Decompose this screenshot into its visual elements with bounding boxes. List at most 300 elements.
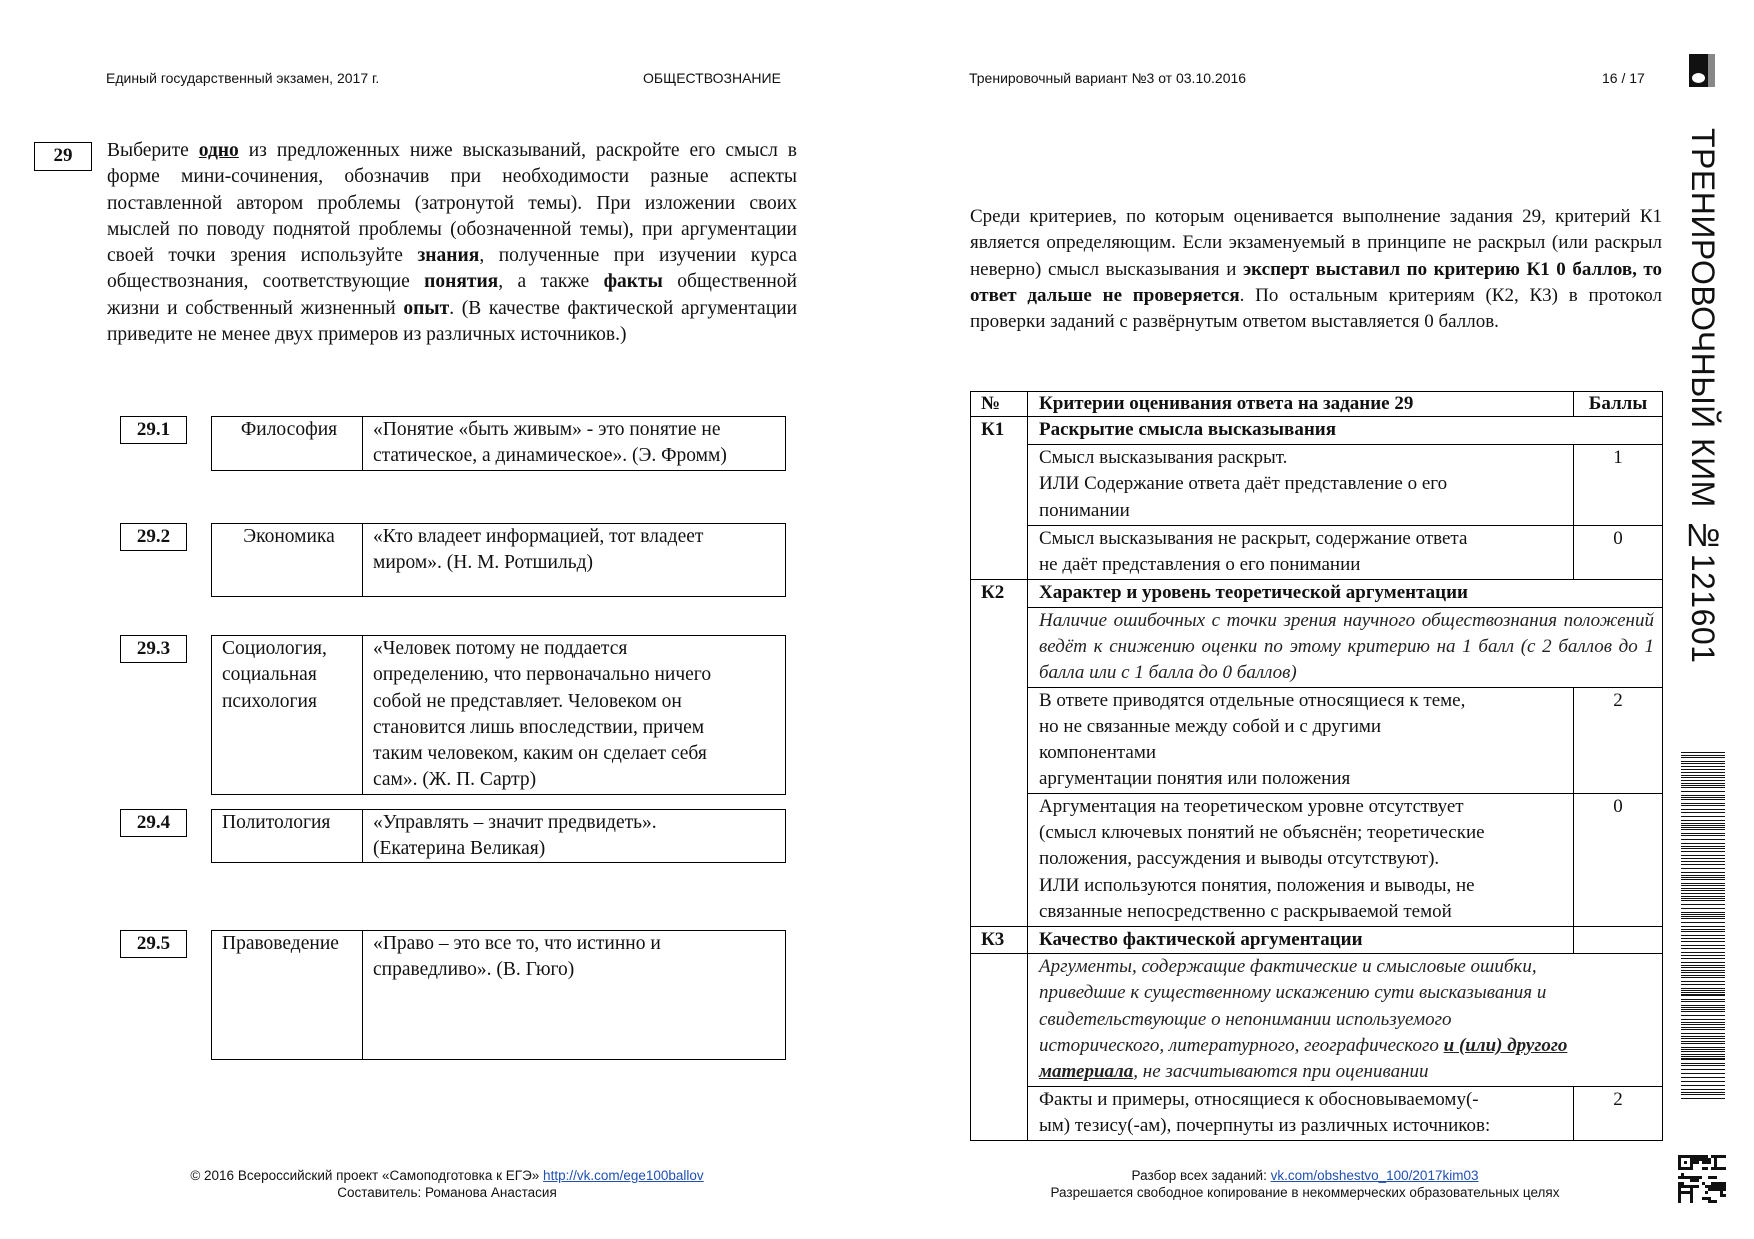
- qr-module: [1720, 1185, 1723, 1188]
- barcode-bar: [1681, 1069, 1725, 1070]
- qr-module: [1705, 1191, 1708, 1194]
- qr-module: [1699, 1155, 1702, 1158]
- qr-module: [1690, 1191, 1693, 1194]
- barcode-bar: [1681, 1049, 1725, 1050]
- barcode-bar: [1681, 787, 1725, 788]
- qr-module: [1708, 1185, 1711, 1188]
- option-quote: «Человек потому не поддается определению, что первоначально ничего собой не представляет. Человеком он становится лишь впоследствии, причем таким человеком, каким он сделает себя сам». (Ж. П. Сартр): [373, 638, 712, 791]
- qr-module: [1696, 1179, 1699, 1182]
- barcode-bar: [1681, 972, 1725, 973]
- criterion-text: Факты и примеры, относящиеся к обосновываемому(- ым) тезису(-ам), почерпнуты из различных источников:: [1028, 1086, 1574, 1140]
- option-quote: «Кто владеет информацией, тот владеет миром». (Н. М. Ротшильд): [373, 526, 704, 574]
- qr-module: [1687, 1185, 1690, 1188]
- footer-author: Составитель: Романова Анастасия: [337, 1185, 557, 1200]
- qr-module: [1723, 1167, 1726, 1170]
- qr-module: [1693, 1185, 1696, 1188]
- criterion-code: К3: [971, 926, 1028, 953]
- criteria-table: [970, 391, 1663, 1141]
- barcode-bar: [1681, 992, 1725, 993]
- barcode-bar: [1681, 851, 1725, 852]
- qr-module: [1705, 1155, 1708, 1158]
- note-text: , не засчитываются при оценивании: [1133, 1061, 1429, 1083]
- barcode-bar: [1681, 1007, 1725, 1008]
- qr-module: [1678, 1164, 1681, 1167]
- criterion-points: 2: [1574, 687, 1663, 793]
- qr-code-icon: [1678, 1155, 1726, 1203]
- corner-marker-icon: [1689, 54, 1715, 87]
- barcode-bar: [1681, 1033, 1725, 1034]
- option-subject: Социология, социальная психология: [212, 636, 363, 794]
- intro-emph-knowledge: знания: [417, 245, 480, 267]
- vertical-kim-title: ТРЕНИРОВОЧНЫЙ КИМ №121601: [1685, 128, 1721, 664]
- barcode-bar: [1681, 1065, 1725, 1066]
- intro-text: . (В качестве фактической аргументации приведите не менее двух примеров из различных источников.): [107, 297, 797, 346]
- barcode-bar: [1681, 848, 1725, 849]
- qr-module: [1711, 1176, 1714, 1179]
- col-header-criteria: Критерии оценивания ответа на задание 29: [1028, 392, 1574, 417]
- barcode-bar: [1681, 820, 1725, 821]
- qr-module: [1693, 1176, 1696, 1179]
- qr-module: [1714, 1158, 1717, 1161]
- qr-module: [1711, 1188, 1714, 1191]
- barcode-bar: [1681, 858, 1725, 859]
- barcode-bar: [1681, 809, 1725, 810]
- qr-module: [1708, 1197, 1711, 1200]
- qr-module: [1687, 1155, 1690, 1158]
- barcode-bar: [1681, 816, 1725, 817]
- intro-text: , а также: [498, 271, 604, 293]
- barcode-bar: [1681, 791, 1725, 792]
- qr-module: [1711, 1182, 1714, 1185]
- qr-module: [1678, 1182, 1681, 1185]
- footer-analysis-label: Разбор всех заданий:: [1131, 1168, 1271, 1183]
- qr-module: [1702, 1161, 1705, 1164]
- barcode-bar: [1681, 935, 1725, 936]
- option-subject: Политология: [212, 810, 363, 862]
- intro-text: , полученные при изучении курса обществознания, соответствующие: [107, 245, 797, 293]
- barcode-bar: [1681, 803, 1725, 804]
- qr-module: [1720, 1167, 1723, 1170]
- qr-module: [1684, 1185, 1687, 1188]
- barcode-bar: [1681, 799, 1725, 800]
- barcode-bar: [1681, 1098, 1725, 1099]
- barcode-bar: [1681, 955, 1725, 956]
- barcode-icon: [1681, 752, 1725, 1100]
- intro-text: из предложенных ниже высказываний, раскройте его смысл в форме мини-сочинения, обозначив при необходимости разные аспекты поставленной автором проблемы (затронутой темы). При изложении своих мыслей по поводу поднятой проблемы (обозначенной темы), при аргументации своей точки зрения используйте: [107, 140, 797, 267]
- qr-module: [1708, 1176, 1711, 1179]
- barcode-bar: [1681, 877, 1725, 878]
- footer-link-vk-ege100[interactable]: http://vk.com/ege100ballov: [543, 1168, 704, 1183]
- barcode-bar: [1681, 916, 1725, 917]
- qr-module: [1720, 1182, 1723, 1185]
- barcode-bar: [1681, 1092, 1725, 1093]
- option-subject: Правоведение: [212, 931, 363, 1059]
- qr-module: [1690, 1155, 1693, 1158]
- table-row: [971, 954, 1663, 1086]
- criterion-title: Раскрытие смысла высказывания: [1028, 417, 1663, 445]
- barcode-bar: [1681, 1036, 1725, 1037]
- header-exam: Единый государственный экзамен, 2017 г.: [106, 70, 380, 86]
- qr-module: [1702, 1167, 1705, 1170]
- barcode-bar: [1681, 988, 1725, 989]
- qr-module: [1678, 1200, 1681, 1203]
- barcode-bar: [1681, 1073, 1725, 1074]
- qr-module: [1678, 1185, 1681, 1188]
- criteria-intro-text: Среди критериев, по которым оценивается выполнение задания 29, критерий К1 является определяющим. Если экзаменуемый в принципе не раскрыл (или раскрыл неверно) смысл высказывания и: [970, 206, 1662, 280]
- barcode-bar: [1681, 835, 1725, 836]
- qr-module: [1702, 1158, 1705, 1161]
- barcode-bar: [1681, 1056, 1725, 1057]
- barcode-bar: [1681, 777, 1725, 778]
- option-number: 29.5: [120, 930, 187, 958]
- barcode-bar: [1681, 1015, 1725, 1016]
- qr-module: [1702, 1155, 1705, 1158]
- option-29-3: [211, 635, 786, 795]
- qr-module: [1690, 1194, 1693, 1197]
- qr-module: [1693, 1179, 1696, 1182]
- barcode-bar: [1681, 958, 1725, 959]
- qr-module: [1678, 1176, 1681, 1179]
- barcode-bar: [1681, 795, 1725, 796]
- qr-module: [1687, 1167, 1690, 1170]
- barcode-bar: [1681, 1005, 1725, 1006]
- qr-module: [1678, 1194, 1681, 1197]
- table-row: [971, 793, 1663, 926]
- barcode-bar: [1681, 948, 1725, 949]
- barcode-bar: [1681, 772, 1725, 773]
- qr-module: [1678, 1188, 1681, 1191]
- qr-module: [1711, 1200, 1714, 1203]
- barcode-bar: [1681, 797, 1725, 798]
- barcode-bar: [1681, 967, 1725, 968]
- barcode-bar: [1681, 962, 1725, 963]
- qr-module: [1678, 1158, 1681, 1161]
- barcode-bar: [1681, 908, 1725, 909]
- header-page-number: 16 / 17: [1602, 70, 1645, 86]
- barcode-bar: [1681, 1043, 1725, 1044]
- barcode-bar: [1681, 888, 1725, 889]
- qr-module: [1702, 1182, 1705, 1185]
- table-row: [971, 687, 1663, 793]
- qr-module: [1717, 1167, 1720, 1170]
- barcode-bar: [1681, 769, 1725, 770]
- criterion-text: Смысл высказывания раскрыт. ИЛИ Содержание ответа даёт представление о его понимании: [1028, 445, 1574, 526]
- barcode-bar: [1681, 827, 1725, 828]
- criterion-points: 0: [1574, 526, 1663, 580]
- qr-module: [1678, 1197, 1681, 1200]
- barcode-bar: [1681, 855, 1725, 856]
- barcode-bar: [1681, 843, 1725, 844]
- criterion-note: [1028, 954, 1663, 1086]
- qr-module: [1714, 1164, 1717, 1167]
- qr-module: [1678, 1161, 1681, 1164]
- option-29-5: [211, 930, 786, 1060]
- qr-module: [1708, 1200, 1711, 1203]
- qr-module: [1705, 1185, 1708, 1188]
- criterion-note: Наличие ошибочных с точки зрения научного обществознания положений ведёт к снижению оценки по этому критерию на 1 балл (с 2 баллов до 1 балла или с 1 балла до 0 баллов): [1028, 607, 1663, 687]
- barcode-bar: [1681, 1027, 1725, 1028]
- option-quote: «Право – это все то, что истинно и справедливо». (В. Гюго): [373, 933, 661, 981]
- barcode-bar: [1681, 1063, 1725, 1064]
- qr-module: [1678, 1155, 1681, 1158]
- criterion-title: Качество фактической аргументации: [1028, 926, 1574, 953]
- qr-module: [1714, 1182, 1717, 1185]
- barcode-bar: [1681, 1054, 1725, 1055]
- qr-module: [1714, 1200, 1717, 1203]
- qr-module: [1681, 1155, 1684, 1158]
- barcode-bar: [1681, 999, 1725, 1000]
- barcode-bar: [1681, 846, 1725, 847]
- criterion-code-empty: [971, 954, 1028, 1140]
- qr-module: [1696, 1176, 1699, 1179]
- qr-module: [1690, 1164, 1693, 1167]
- header-subject: ОБЩЕСТВОЗНАНИЕ: [643, 70, 781, 86]
- qr-module: [1681, 1182, 1684, 1185]
- intro-text: общественной жизни и собственный жизненный: [107, 271, 797, 319]
- barcode-bar: [1681, 929, 1725, 930]
- barcode-bar: [1681, 875, 1725, 876]
- qr-module: [1708, 1161, 1711, 1164]
- qr-module: [1696, 1161, 1699, 1164]
- barcode-bar: [1681, 825, 1725, 826]
- barcode-bar: [1681, 780, 1725, 781]
- barcode-bar: [1681, 981, 1725, 982]
- criterion-text: Аргументация на теоретическом уровне отсутствует (смысл ключевых понятий не объяснён; теоретические положения, рассуждения и выводы отсутствуют). ИЛИ используются понятия, положения и выводы, не связанные непосредственно с раскрываемой темой: [1028, 793, 1574, 926]
- barcode-bar: [1681, 977, 1725, 978]
- qr-module: [1717, 1182, 1720, 1185]
- barcode-bar: [1681, 1011, 1725, 1012]
- qr-module: [1720, 1191, 1723, 1194]
- qr-module: [1714, 1176, 1717, 1179]
- qr-module: [1690, 1197, 1693, 1200]
- table-row: [971, 445, 1663, 526]
- note-text: Аргументы, содержащие фактические и смысловые ошибки, приведшие к существенному искажению сути высказывания и свидетельствующие о непонимании используемого исторического, литературного, географического: [1039, 956, 1547, 1056]
- barcode-bar: [1681, 1022, 1725, 1023]
- table-row: [971, 417, 1663, 445]
- qr-module: [1714, 1188, 1717, 1191]
- barcode-bar: [1681, 970, 1725, 971]
- barcode-bar: [1681, 872, 1725, 873]
- footer-copy-permission: Разрешается свободное копирование в некоммерческих образовательных целях: [1050, 1185, 1560, 1200]
- task-number: 29: [34, 142, 92, 171]
- qr-module: [1681, 1176, 1684, 1179]
- qr-module: [1696, 1185, 1699, 1188]
- barcode-bar: [1681, 1085, 1725, 1086]
- intro-text: Выберите: [107, 140, 199, 161]
- qr-module: [1720, 1194, 1723, 1197]
- table-row: [971, 1086, 1663, 1140]
- qr-module: [1690, 1161, 1693, 1164]
- qr-module: [1708, 1158, 1711, 1161]
- qr-module: [1711, 1155, 1714, 1158]
- qr-module: [1690, 1188, 1693, 1191]
- footer-link-analysis[interactable]: vk.com/obshestvo_100/2017kim03: [1270, 1168, 1479, 1183]
- criterion-points-empty: [1574, 926, 1663, 953]
- qr-module: [1717, 1188, 1720, 1191]
- qr-module: [1690, 1179, 1693, 1182]
- qr-module: [1693, 1161, 1696, 1164]
- qr-module: [1714, 1155, 1717, 1158]
- barcode-bar: [1681, 922, 1725, 923]
- barcode-bar: [1681, 1001, 1725, 1002]
- barcode-bar: [1681, 829, 1725, 830]
- barcode-bar: [1681, 752, 1725, 753]
- qr-module: [1711, 1167, 1714, 1170]
- header-variant: Тренировочный вариант №3 от 03.10.2016: [969, 70, 1247, 86]
- barcode-bar: [1681, 805, 1725, 806]
- qr-module: [1681, 1173, 1684, 1176]
- qr-module: [1711, 1185, 1714, 1188]
- task-intro: [107, 138, 797, 348]
- criterion-code: К2: [971, 579, 1028, 926]
- barcode-bar: [1681, 1081, 1725, 1082]
- qr-module: [1723, 1194, 1726, 1197]
- qr-module: [1690, 1176, 1693, 1179]
- qr-module: [1714, 1167, 1717, 1170]
- qr-module: [1684, 1155, 1687, 1158]
- qr-module: [1684, 1191, 1687, 1194]
- table-row: [971, 526, 1663, 580]
- table-row: [971, 607, 1663, 687]
- table-header-row: [971, 392, 1663, 417]
- option-number: 29.3: [120, 635, 187, 663]
- intro-emph-concepts: понятия: [424, 271, 499, 293]
- intro-emph-one: одно: [198, 140, 239, 161]
- qr-module: [1723, 1155, 1726, 1158]
- barcode-bar: [1681, 864, 1725, 865]
- footer-left: [190, 1167, 703, 1201]
- barcode-bar: [1681, 984, 1725, 985]
- qr-module: [1705, 1158, 1708, 1161]
- barcode-bar: [1681, 952, 1725, 953]
- barcode-bar: [1681, 763, 1725, 764]
- table-row: [971, 579, 1663, 607]
- barcode-bar: [1681, 941, 1725, 942]
- qr-module: [1684, 1161, 1687, 1164]
- barcode-bar: [1681, 893, 1725, 894]
- barcode-bar: [1681, 766, 1725, 767]
- qr-module: [1705, 1167, 1708, 1170]
- barcode-bar: [1681, 1094, 1725, 1095]
- barcode-bar: [1681, 931, 1725, 932]
- option-quote: «Понятие «быть живым» - это понятие не статическое, а динамическое». (Э. Фромм): [373, 419, 727, 467]
- criterion-text: Смысл высказывания не раскрыт, содержание ответа не даёт представления о его понимании: [1028, 526, 1574, 580]
- criteria-intro: [970, 204, 1662, 335]
- qr-module: [1717, 1185, 1720, 1188]
- barcode-bar: [1681, 839, 1725, 840]
- barcode-bar: [1681, 965, 1725, 966]
- barcode-bar: [1681, 833, 1725, 834]
- col-header-number: №: [971, 392, 1028, 417]
- intro-emph-experience: опыт: [403, 297, 450, 319]
- criterion-code: К1: [971, 417, 1028, 580]
- footer-copyright: © 2016 Всероссийский проект «Самоподготовка к ЕГЭ»: [190, 1168, 544, 1183]
- criterion-points: 0: [1574, 793, 1663, 926]
- qr-module: [1723, 1188, 1726, 1191]
- barcode-bar: [1681, 890, 1725, 891]
- barcode-bar: [1681, 1019, 1725, 1020]
- barcode-bar: [1681, 900, 1725, 901]
- qr-module: [1702, 1197, 1705, 1200]
- qr-module: [1690, 1200, 1693, 1203]
- barcode-bar: [1681, 757, 1725, 758]
- qr-module: [1693, 1155, 1696, 1158]
- qr-module: [1714, 1161, 1717, 1164]
- barcode-bar: [1681, 1077, 1725, 1078]
- qr-module: [1687, 1191, 1690, 1194]
- barcode-bar: [1681, 755, 1725, 756]
- qr-module: [1693, 1158, 1696, 1161]
- barcode-bar: [1681, 990, 1725, 991]
- qr-module: [1723, 1182, 1726, 1185]
- barcode-bar: [1681, 861, 1725, 862]
- qr-module: [1705, 1197, 1708, 1200]
- barcode-bar: [1681, 879, 1725, 880]
- barcode-bar: [1681, 1089, 1725, 1090]
- barcode-bar: [1681, 1047, 1725, 1048]
- qr-module: [1684, 1167, 1687, 1170]
- option-number: 29.1: [120, 416, 187, 444]
- col-header-points: Баллы: [1574, 392, 1663, 417]
- barcode-bar: [1681, 1009, 1725, 1010]
- barcode-bar: [1681, 1029, 1725, 1030]
- qr-module: [1714, 1185, 1717, 1188]
- barcode-bar: [1681, 783, 1725, 784]
- barcode-bar: [1681, 918, 1725, 919]
- barcode-bar: [1681, 823, 1725, 824]
- qr-module: [1720, 1155, 1723, 1158]
- barcode-bar: [1681, 914, 1725, 915]
- option-subject: Экономика: [212, 524, 363, 596]
- barcode-bar: [1681, 775, 1725, 776]
- qr-module: [1717, 1155, 1720, 1158]
- qr-module: [1699, 1158, 1702, 1161]
- option-number: 29.2: [120, 523, 187, 551]
- criterion-points: 1: [1574, 445, 1663, 526]
- criterion-title: Характер и уровень теоретической аргументации: [1028, 579, 1663, 607]
- barcode-bar: [1681, 926, 1725, 927]
- qr-module: [1678, 1191, 1681, 1194]
- barcode-bar: [1681, 904, 1725, 905]
- qr-module: [1696, 1158, 1699, 1161]
- qr-module: [1681, 1167, 1684, 1170]
- barcode-bar: [1681, 883, 1725, 884]
- barcode-bar: [1681, 812, 1725, 813]
- barcode-bar: [1681, 1038, 1725, 1039]
- option-29-2: [211, 523, 786, 597]
- option-quote: «Управлять – значит предвидеть». (Екатерина Великая): [373, 812, 657, 860]
- barcode-bar: [1681, 896, 1725, 897]
- barcode-bar: [1681, 945, 1725, 946]
- qr-module: [1684, 1176, 1687, 1179]
- barcode-bar: [1681, 994, 1725, 996]
- qr-module: [1690, 1167, 1693, 1170]
- barcode-bar: [1681, 975, 1725, 976]
- qr-module: [1690, 1185, 1693, 1188]
- barcode-bar: [1681, 938, 1725, 939]
- qr-module: [1708, 1188, 1711, 1191]
- barcode-bar: [1681, 1024, 1725, 1025]
- table-row: [971, 926, 1663, 953]
- qr-module: [1723, 1185, 1726, 1188]
- option-subject: Философия: [212, 417, 363, 470]
- criteria-intro-text: . По остальным критериям (К2, К3) в протокол проверки заданий с развёрнутым ответом выставляется 0 баллов.: [970, 284, 1662, 333]
- barcode-bar: [1681, 1051, 1725, 1052]
- qr-module: [1720, 1188, 1723, 1191]
- qr-module: [1681, 1191, 1684, 1194]
- qr-module: [1699, 1176, 1702, 1179]
- note-emph: и (или) другого материала: [1039, 1034, 1568, 1083]
